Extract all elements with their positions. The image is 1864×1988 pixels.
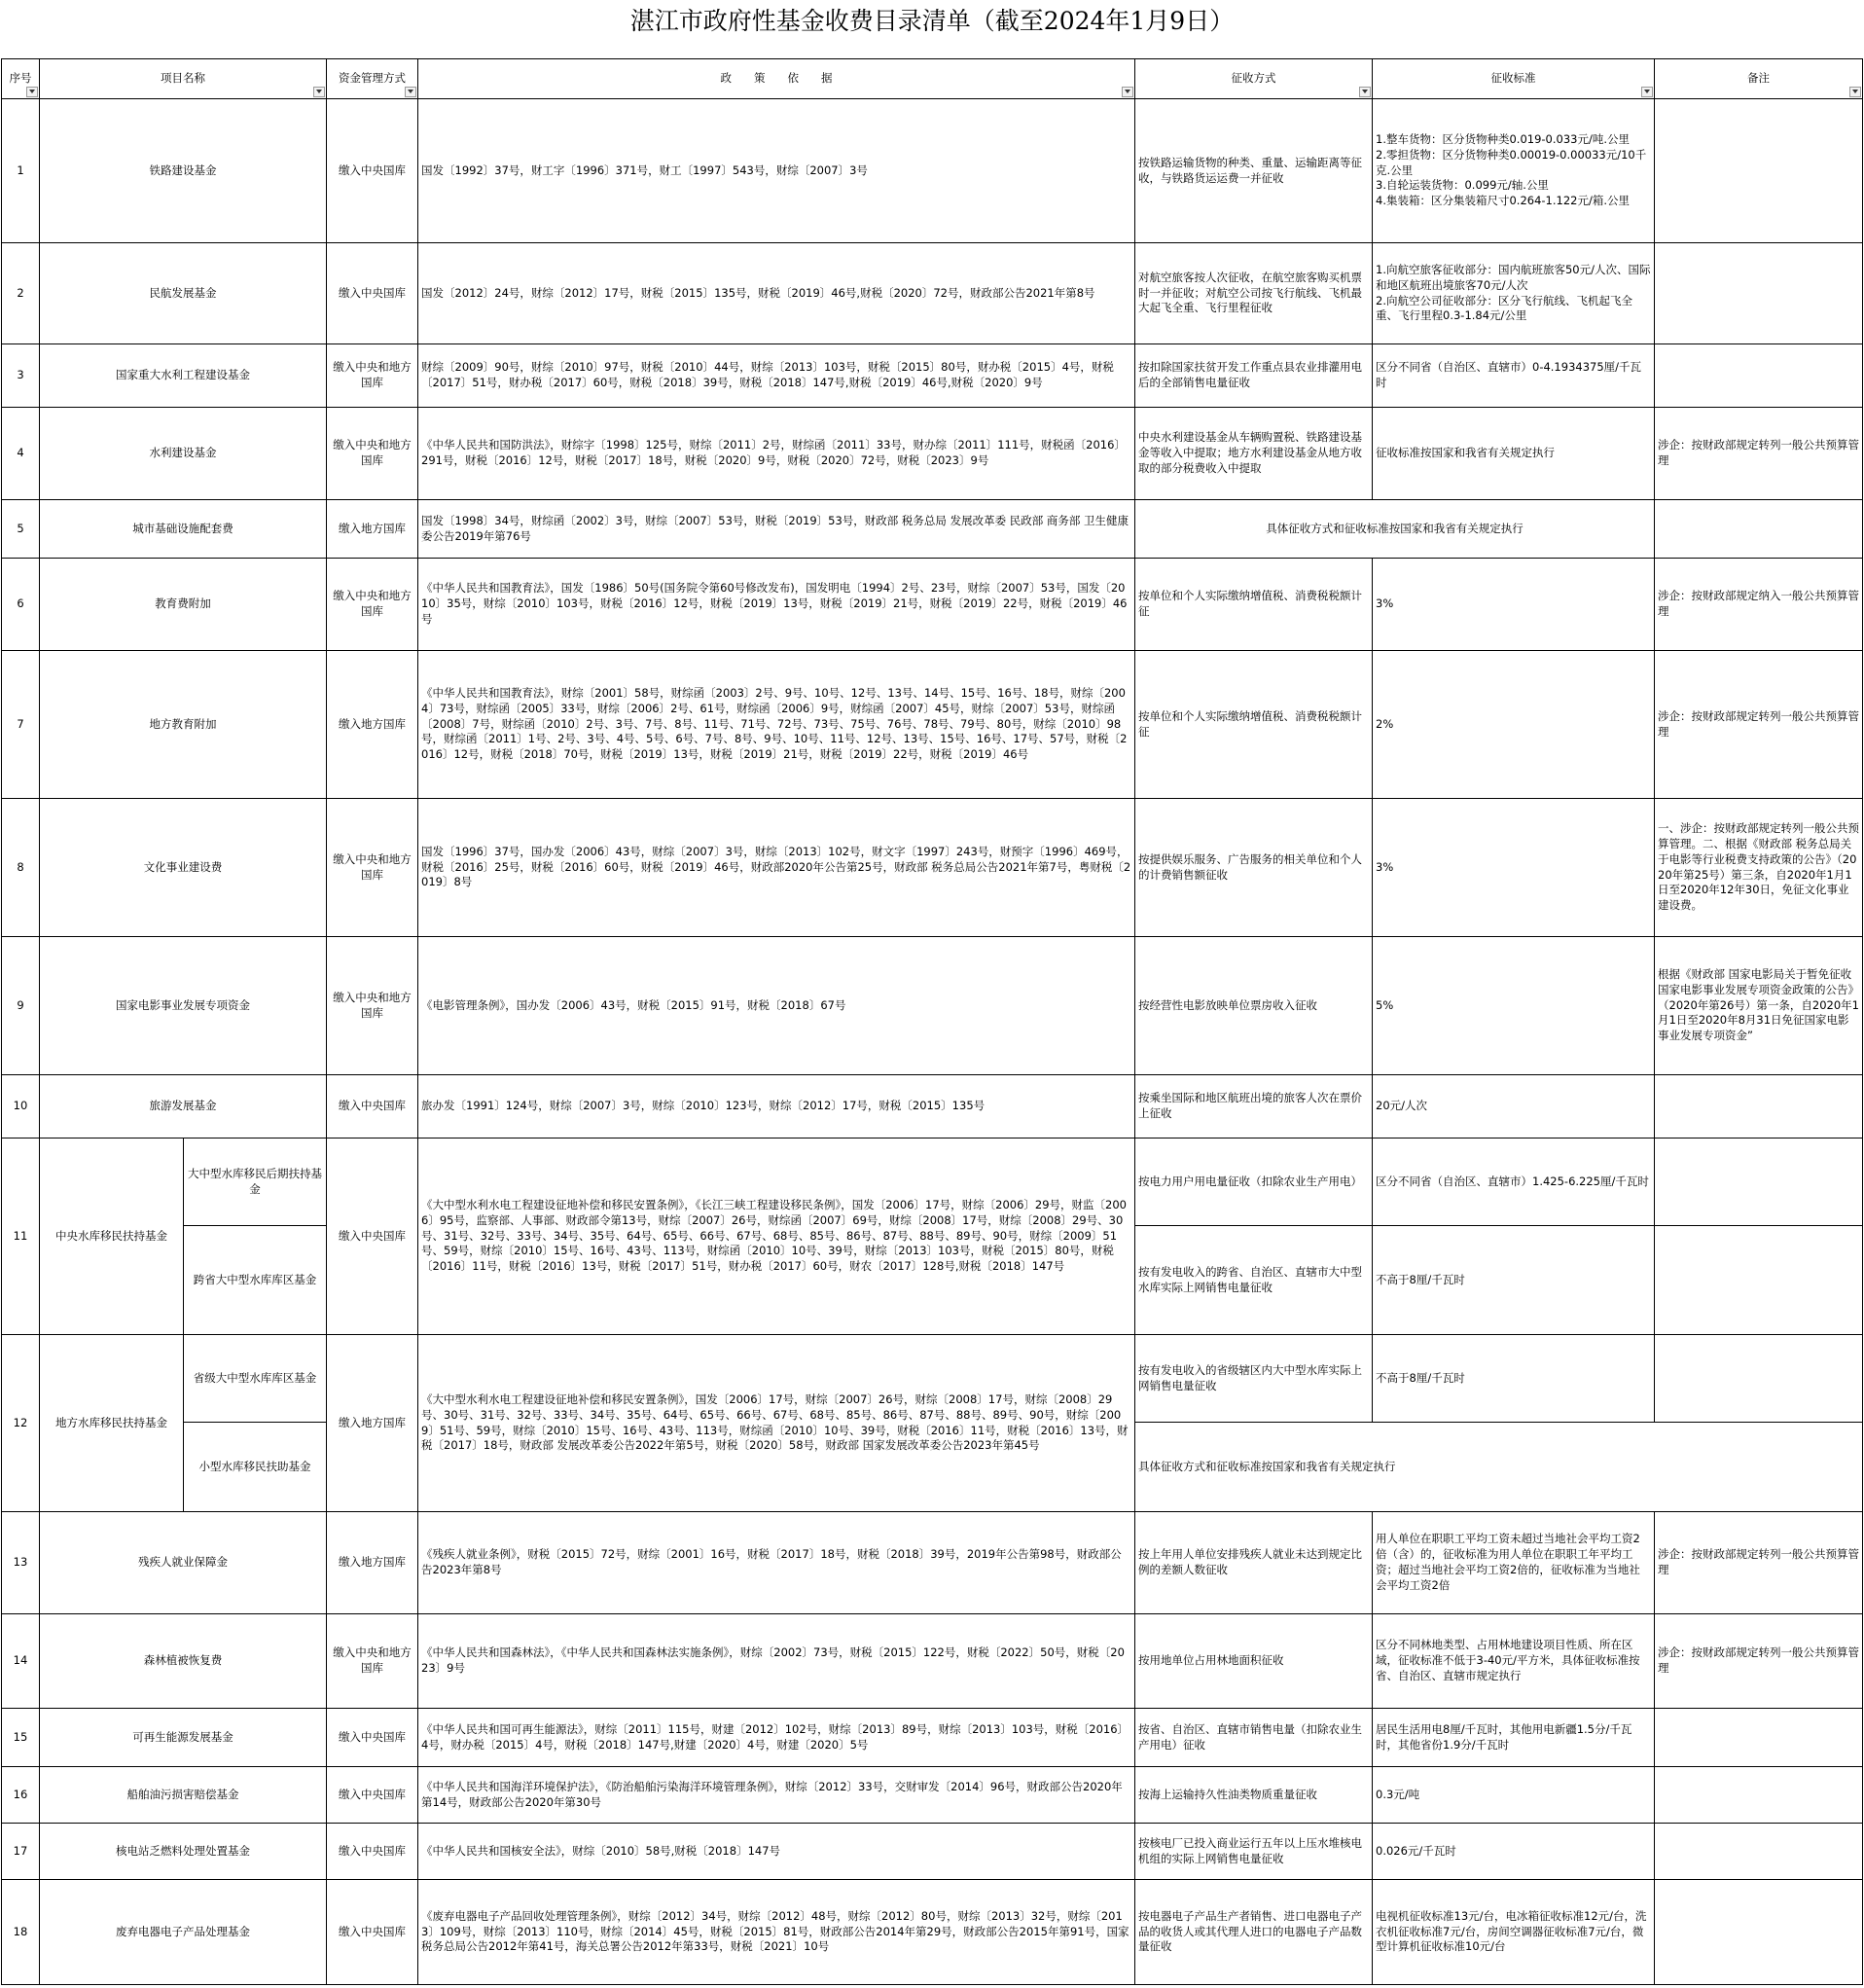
cell-mgmt: 缴入中央国库 — [327, 99, 418, 243]
cell-method: 按电力用户用电量征收（扣除农业生产用电） — [1135, 1139, 1373, 1226]
cell-standard: 0.026元/千瓦时 — [1373, 1824, 1655, 1880]
cell-name: 废弃电器电子产品处理基金 — [40, 1880, 327, 1985]
table-row — [2, 500, 1863, 559]
cell-seq: 15 — [2, 1709, 40, 1767]
table-row — [2, 559, 1863, 651]
cell-name: 教育费附加 — [40, 559, 327, 651]
cell-method: 按海上运输持久性油类物质重量征收 — [1135, 1767, 1373, 1824]
filter-dropdown-icon[interactable] — [405, 87, 416, 97]
cell-mgmt: 缴入中央国库 — [327, 1824, 418, 1880]
cell-standard: 区分不同省（自治区、直辖市）1.425-6.225厘/千瓦时 — [1373, 1139, 1655, 1226]
fund-table — [1, 58, 1863, 1985]
cell-mgmt: 缴入中央国库 — [327, 1767, 418, 1824]
cell-basis: 《中华人民共和国教育法》，国发〔1986〕50号(国务院令第60号修改发布)，国发明电〔1994〕2号、23号，财综〔2007〕53号，国发〔2010〕35号，财综〔2010〕103号，财税〔2016〕12号，财税〔2019〕13号，财税〔2019〕21号，财税〔2019〕22号，财税〔2019〕46号 — [418, 559, 1135, 651]
cell-seq: 12 — [2, 1335, 40, 1512]
cell-seq: 11 — [2, 1139, 40, 1335]
cell-method: 对航空旅客按人次征收，在航空旅客购买机票时一并征收；对航空公司按飞行航线、飞机最大起飞全重、飞行里程征收 — [1135, 243, 1373, 344]
header-standard: 征收标准 — [1373, 59, 1655, 99]
cell-mgmt: 缴入中央国库 — [327, 1709, 418, 1767]
cell-basis: 《中华人民共和国防洪法》，财综字〔1998〕125号，财综〔2011〕2号，财综函〔2011〕33号，财办综〔2011〕111号，财税函〔2016〕291号，财税〔2016〕12号，财税〔2017〕18号，财税〔2020〕9号，财税〔2020〕72号，财税〔2023〕9号 — [418, 408, 1135, 500]
table-row — [2, 1335, 1863, 1423]
cell-note — [1655, 1709, 1863, 1767]
cell-basis: 国发〔1992〕37号，财工字〔1996〕371号，财工〔1997〕543号，财综〔2007〕3号 — [418, 99, 1135, 243]
cell-method: 按乘坐国际和地区航班出境的旅客人次在票价上征收 — [1135, 1075, 1373, 1139]
cell-basis: 《中华人民共和国森林法》，《中华人民共和国森林法实施条例》，财综〔2002〕73号，财税〔2015〕122号，财税〔2022〕50号，财税〔2023〕9号 — [418, 1614, 1135, 1709]
cell-standard: 电视机征收标准13元/台，电冰箱征收标准12元/台，洗衣机征收标准7元/台，房间空调器征收标准7元/台，微型计算机征收标准10元/台 — [1373, 1880, 1655, 1985]
table-row — [2, 1614, 1863, 1709]
cell-name: 可再生能源发展基金 — [40, 1709, 327, 1767]
cell-seq: 13 — [2, 1512, 40, 1614]
cell-standard: 3% — [1373, 559, 1655, 651]
cell-mgmt: 缴入中央和地方国库 — [327, 1614, 418, 1709]
cell-method: 按省、自治区、直辖市销售电量（扣除农业生产用电）征收 — [1135, 1709, 1373, 1767]
filter-dropdown-icon[interactable] — [1122, 87, 1133, 97]
cell-seq: 10 — [2, 1075, 40, 1139]
table-row — [2, 1880, 1863, 1985]
cell-name: 地方教育附加 — [40, 651, 327, 799]
cell-seq: 4 — [2, 408, 40, 500]
cell-subname: 小型水库移民扶助基金 — [184, 1423, 327, 1512]
header-seq: 序号 — [2, 59, 40, 99]
cell-method: 按核电厂已投入商业运行五年以上压水堆核电机组的实际上网销售电量征收 — [1135, 1824, 1373, 1880]
cell-seq: 3 — [2, 344, 40, 408]
cell-seq: 5 — [2, 500, 40, 559]
cell-note — [1655, 1335, 1863, 1423]
table-row — [2, 243, 1863, 344]
cell-name: 城市基础设施配套费 — [40, 500, 327, 559]
cell-note: 涉企：按财政部规定转列一般公共预算管理 — [1655, 408, 1863, 500]
cell-basis: 国发〔2012〕24号，财综〔2012〕17号，财税〔2015〕135号，财税〔2019〕46号,财税〔2020〕72号，财政部公告2021年第8号 — [418, 243, 1135, 344]
cell-seq: 2 — [2, 243, 40, 344]
cell-mgmt: 缴入地方国库 — [327, 500, 418, 559]
cell-mgmt: 缴入中央和地方国库 — [327, 559, 418, 651]
cell-method: 按用地单位占用林地面积征收 — [1135, 1614, 1373, 1709]
cell-basis: 《中华人民共和国可再生能源法》，财综〔2011〕115号，财建〔2012〕102号，财综〔2013〕89号，财综〔2013〕103号，财税〔2016〕4号，财办税〔2015〕4号，财税〔2018〕147号,财建〔2020〕4号，财建〔2020〕5号 — [418, 1709, 1135, 1767]
header-note: 备注 — [1655, 59, 1863, 99]
cell-note: 根据《财政部 国家电影局关于暂免征收国家电影事业发展专项资金政策的公告》（2020年第26号）第一条，自2020年1月1日至2020年8月31日免征国家电影事业发展专项资金” — [1655, 937, 1863, 1075]
cell-name: 国家电影事业发展专项资金 — [40, 937, 327, 1075]
cell-name: 船舶油污损害赔偿基金 — [40, 1767, 327, 1824]
header-mgmt: 资金管理方式 — [327, 59, 418, 99]
cell-basis: 《残疾人就业条例》，财税〔2015〕72号，财综〔2001〕16号，财税〔2017〕18号，财税〔2018〕39号，2019年公告第98号，财政部公告2023年第8号 — [418, 1512, 1135, 1614]
cell-name: 森林植被恢复费 — [40, 1614, 327, 1709]
table-row — [2, 99, 1863, 243]
cell-standard: 征收标准按国家和我省有关规定执行 — [1373, 408, 1655, 500]
cell-note — [1655, 1075, 1863, 1139]
cell-basis: 《中华人民共和国海洋环境保护法》，《防治船舶污染海洋环境管理条例》，财综〔2012〕33号，交财审发〔2014〕96号，财政部公告2020年第14号，财政部公告2020年第30号 — [418, 1767, 1135, 1824]
cell-note — [1655, 99, 1863, 243]
cell-name: 中央水库移民扶持基金 — [40, 1139, 184, 1335]
cell-standard: 5% — [1373, 937, 1655, 1075]
cell-mgmt: 缴入中央和地方国库 — [327, 799, 418, 937]
cell-standard: 3% — [1373, 799, 1655, 937]
cell-method: 中央水利建设基金从车辆购置税、铁路建设基金等收入中提取；地方水利建设基金从地方收取的部分税费收入中提取 — [1135, 408, 1373, 500]
cell-name: 文化事业建设费 — [40, 799, 327, 937]
cell-name: 水利建设基金 — [40, 408, 327, 500]
cell-basis: 旅办发〔1991〕124号，财综〔2007〕3号，财综〔2010〕123号，财综〔2012〕17号，财税〔2015〕135号 — [418, 1075, 1135, 1139]
cell-basis: 《电影管理条例》，国办发〔2006〕43号，财税〔2015〕91号，财税〔2018〕67号 — [418, 937, 1135, 1075]
cell-standard: 不高于8厘/千瓦时 — [1373, 1335, 1655, 1423]
blank-row — [0, 43, 1864, 58]
cell-note: 涉企：按财政部规定转列一般公共预算管理 — [1655, 1512, 1863, 1614]
cell-note — [1655, 1824, 1863, 1880]
table-row — [2, 1824, 1863, 1880]
cell-mgmt: 缴入中央国库 — [327, 1880, 418, 1985]
cell-method: 按上年用人单位安排残疾人就业未达到规定比例的差额人数征收 — [1135, 1512, 1373, 1614]
cell-seq: 18 — [2, 1880, 40, 1985]
cell-basis: 财综〔2009〕90号，财综〔2010〕97号，财税〔2010〕44号，财综〔2013〕103号，财税〔2015〕80号，财办税〔2015〕4号，财税〔2017〕51号，财办税〔2017〕60号，财税〔2018〕39号，财税〔2018〕147号,财税〔2019〕46号,财税〔2020〕9号 — [418, 344, 1135, 408]
table-row — [2, 1512, 1863, 1614]
filter-dropdown-icon[interactable] — [1641, 87, 1653, 97]
cell-seq: 17 — [2, 1824, 40, 1880]
cell-name: 残疾人就业保障金 — [40, 1512, 327, 1614]
table-row — [2, 408, 1863, 500]
cell-name: 铁路建设基金 — [40, 99, 327, 243]
cell-seq: 16 — [2, 1767, 40, 1824]
table-row — [2, 1075, 1863, 1139]
cell-standard: 区分不同林地类型、占用林地建设项目性质、所在区域，征收标准不低于3-40元/平方米，具体征收标准按省、自治区、直辖市规定执行 — [1373, 1614, 1655, 1709]
cell-mgmt: 缴入地方国库 — [327, 1512, 418, 1614]
filter-dropdown-icon[interactable] — [26, 87, 38, 97]
filter-dropdown-icon[interactable] — [313, 87, 325, 97]
table-row — [2, 1139, 1863, 1226]
table-row — [2, 651, 1863, 799]
cell-subname: 跨省大中型水库库区基金 — [184, 1226, 327, 1335]
cell-note: 一、涉企：按财政部规定转列一般公共预算管理。二、根据《财政部 税务总局关于电影等行业税费支持政策的公告》（2020年第25号）第三条，自2020年1月1日至2020年12年30日，免征文化事业建设费。 — [1655, 799, 1863, 937]
cell-seq: 14 — [2, 1614, 40, 1709]
cell-note — [1655, 1139, 1863, 1226]
cell-note: 涉企：按财政部规定转列一般公共预算管理 — [1655, 651, 1863, 799]
cell-name: 旅游发展基金 — [40, 1075, 327, 1139]
cell-method: 按扣除国家扶贫开发工作重点县农业排灌用电后的全部销售电量征收 — [1135, 344, 1373, 408]
cell-mgmt: 缴入地方国库 — [327, 1335, 418, 1512]
cell-basis: 国发〔1996〕37号，国办发〔2006〕43号，财综〔2007〕3号，财综〔2013〕102号，财文字〔1997〕243号，财预字〔1996〕469号，财税〔2016〕25号，财税〔2016〕60号，财税〔2019〕46号，财政部2020年公告第25号，财政部 税务总局公告2021年第7号，粤财税〔2019〕8号 — [418, 799, 1135, 937]
cell-name: 核电站乏燃料处理处置基金 — [40, 1824, 327, 1880]
cell-standard: 1.整车货物：区分货物种类0.019-0.033元/吨.公里 2.零担货物：区分货物种类0.00019-0.00033元/10千克.公里 3.自轮运装货物：0.099元/轴.公里 4.集装箱：区分集装箱尺寸0.264-1.122元/箱.公里 — [1373, 99, 1655, 243]
filter-dropdown-icon[interactable] — [1359, 87, 1371, 97]
cell-method-standard-merged: 具体征收方式和征收标准按国家和我省有关规定执行 — [1135, 500, 1655, 559]
cell-mgmt: 缴入中央国库 — [327, 1139, 418, 1335]
cell-standard: 居民生活用电8厘/千瓦时，其他用电新疆1.5分/千瓦时，其他省份1.9分/千瓦时 — [1373, 1709, 1655, 1767]
header-method: 征收方式 — [1135, 59, 1373, 99]
cell-method: 按有发电收入的省级辖区内大中型水库实际上网销售电量征收 — [1135, 1335, 1373, 1423]
cell-standard: 0.3元/吨 — [1373, 1767, 1655, 1824]
cell-standard: 2% — [1373, 651, 1655, 799]
table-row — [2, 344, 1863, 408]
cell-seq: 7 — [2, 651, 40, 799]
cell-basis: 《废弃电器电子产品回收处理管理条例》，财综〔2012〕34号，财综〔2012〕48号，财综〔2012〕80号，财综〔2013〕32号，财综〔2013〕109号，财综〔2013〕110号，财综〔2014〕45号，财税〔2015〕81号，财政部公告2014年第29号，财政部公告2015年第91号，国家税务总局公告2012年第41号，海关总署公告2012年第33号，财税〔2021〕10号 — [418, 1880, 1135, 1985]
table-row — [2, 799, 1863, 937]
cell-method: 按单位和个人实际缴纳增值税、消费税税额计征 — [1135, 651, 1373, 799]
cell-note — [1655, 344, 1863, 408]
cell-seq: 8 — [2, 799, 40, 937]
cell-method: 按经营性电影放映单位票房收入征收 — [1135, 937, 1373, 1075]
cell-basis: 《大中型水利水电工程建设征地补偿和移民安置条例》，国发〔2006〕17号，财综〔2007〕26号，财综〔2008〕17号，财综〔2008〕29号、30号、31号、32号、33号、34号、35号、64号、65号、66号、67号、68号、85号、86号、87号、88号、89号、90号，财综〔2009〕51号、59号，财综〔2010〕15号、16号、43号、113号，财综函〔2010〕10号、39号，财税〔2016〕11号，财税〔2016〕13号，财税〔2017〕18号，财政部 发展改革委公告2022年第5号，财税〔2020〕58号，财政部 国家发展改革委公告2023年第45号 — [418, 1335, 1135, 1512]
cell-note: 涉企：按财政部规定转列一般公共预算管理 — [1655, 1614, 1863, 1709]
cell-standard: 1.向航空旅客征收部分：国内航班旅客50元/人次、国际和地区航班出境旅客70元/人次 2.向航空公司征收部分：区分飞行航线、飞机起飞全重、飞行里程0.3-1.84元/公里 — [1373, 243, 1655, 344]
cell-note — [1655, 500, 1863, 559]
table-row — [2, 1767, 1863, 1824]
cell-mgmt: 缴入中央国库 — [327, 1075, 418, 1139]
cell-note — [1655, 243, 1863, 344]
header-basis: 政 策 依 据 — [418, 59, 1135, 99]
cell-standard: 不高于8厘/千瓦时 — [1373, 1226, 1655, 1335]
cell-mgmt: 缴入中央国库 — [327, 243, 418, 344]
cell-basis: 《中华人民共和国核安全法》，财综〔2010〕58号,财税〔2018〕147号 — [418, 1824, 1135, 1880]
table-row — [2, 1709, 1863, 1767]
cell-mgmt: 缴入中央和地方国库 — [327, 408, 418, 500]
cell-standard: 20元/人次 — [1373, 1075, 1655, 1139]
cell-name: 国家重大水利工程建设基金 — [40, 344, 327, 408]
header-row — [2, 59, 1863, 99]
cell-standard: 区分不同省（自治区、直辖市）0-4.1934375厘/千瓦时 — [1373, 344, 1655, 408]
cell-basis: 《中华人民共和国教育法》，财综〔2001〕58号，财综函〔2003〕2号、9号、10号、12号、13号、14号、15号、16号、18号，财综〔2004〕73号，财综函〔2005〕33号，财综〔2006〕2号、61号，财综函〔2006〕9号，财综函〔2007〕45号，财综〔2007〕53号，财综函〔2008〕7号，财综函〔2010〕2号、3号、7号、8号、11号、71号、72号、73号、75号、76号、78号、79号、80号，财综〔2010〕98号，财综函〔2011〕1号、2号、3号、4号、5号、6号、7号、8号、9号、10号、11号、12号、13号、15号、16号、17号、57号，财税〔2016〕12号，财税〔2018〕70号，财税〔2019〕13号，财税〔2019〕21号，财税〔2019〕22号，财税〔2019〕46号 — [418, 651, 1135, 799]
cell-mgmt: 缴入中央和地方国库 — [327, 937, 418, 1075]
cell-method: 按提供娱乐服务、广告服务的相关单位和个人的计费销售额征收 — [1135, 799, 1373, 937]
cell-seq: 9 — [2, 937, 40, 1075]
cell-note: 涉企：按财政部规定纳入一般公共预算管理 — [1655, 559, 1863, 651]
cell-method: 按电器电子产品生产者销售、进口电器电子产品的收货人或其代理人进口的电器电子产品数量征收 — [1135, 1880, 1373, 1985]
cell-subname: 大中型水库移民后期扶持基金 — [184, 1139, 327, 1226]
cell-mgmt: 缴入中央和地方国库 — [327, 344, 418, 408]
cell-standard: 用人单位在职职工平均工资未超过当地社会平均工资2倍（含）的，征收标准为用人单位在职职工年平均工资；超过当地社会平均工资2倍的，征收标准为当地社会平均工资2倍 — [1373, 1512, 1655, 1614]
cell-method: 按铁路运输货物的种类、重量、运输距离等征收，与铁路货运运费一并征收 — [1135, 99, 1373, 243]
cell-method-standard-merged: 具体征收方式和征收标准按国家和我省有关规定执行 — [1135, 1423, 1863, 1512]
cell-method: 按单位和个人实际缴纳增值税、消费税税额计征 — [1135, 559, 1373, 651]
cell-basis: 国发〔1998〕34号，财综函〔2002〕3号，财综〔2007〕53号，财税〔2019〕53号，财政部 税务总局 发展改革委 民政部 商务部 卫生健康委公告2019年第76号 — [418, 500, 1135, 559]
cell-note — [1655, 1767, 1863, 1824]
cell-mgmt: 缴入地方国库 — [327, 651, 418, 799]
cell-name: 民航发展基金 — [40, 243, 327, 344]
cell-name: 地方水库移民扶持基金 — [40, 1335, 184, 1512]
cell-method: 按有发电收入的跨省、自治区、直辖市大中型水库实际上网销售电量征收 — [1135, 1226, 1373, 1335]
cell-note — [1655, 1226, 1863, 1335]
cell-seq: 1 — [2, 99, 40, 243]
header-name: 项目名称 — [40, 59, 327, 99]
cell-basis: 《大中型水利水电工程建设征地补偿和移民安置条例》，《长江三峡工程建设移民条例》，国发〔2006〕17号，财综〔2006〕29号，财监〔2006〕95号，监察部、人事部、财政部令第13号，财综〔2007〕26号，财综函〔2007〕69号，财综〔2008〕17号，财综〔2008〕29号、30号、31号、32号、33号、34号、35号、64号、65号、66号、67号、68号、85号、86号、87号、88号、89号、90号，财综〔2009〕51号、59号，财综〔2010〕15号、16号、43号、113号，财综函〔2010〕10号、39号，财综〔2013〕103号，财税〔2015〕80号，财税〔2016〕11号，财税〔2016〕13号，财税〔2017〕51号，财办税〔2017〕60号，财农〔2017〕128号,财税〔2018〕147号 — [418, 1139, 1135, 1335]
cell-seq: 6 — [2, 559, 40, 651]
cell-note — [1655, 1880, 1863, 1985]
page-title: 湛江市政府性基金收费目录清单（截至2024年1月9日） — [629, 7, 1235, 35]
table-row — [2, 937, 1863, 1075]
filter-dropdown-icon[interactable] — [1849, 87, 1861, 97]
cell-subname: 省级大中型水库库区基金 — [184, 1335, 327, 1423]
